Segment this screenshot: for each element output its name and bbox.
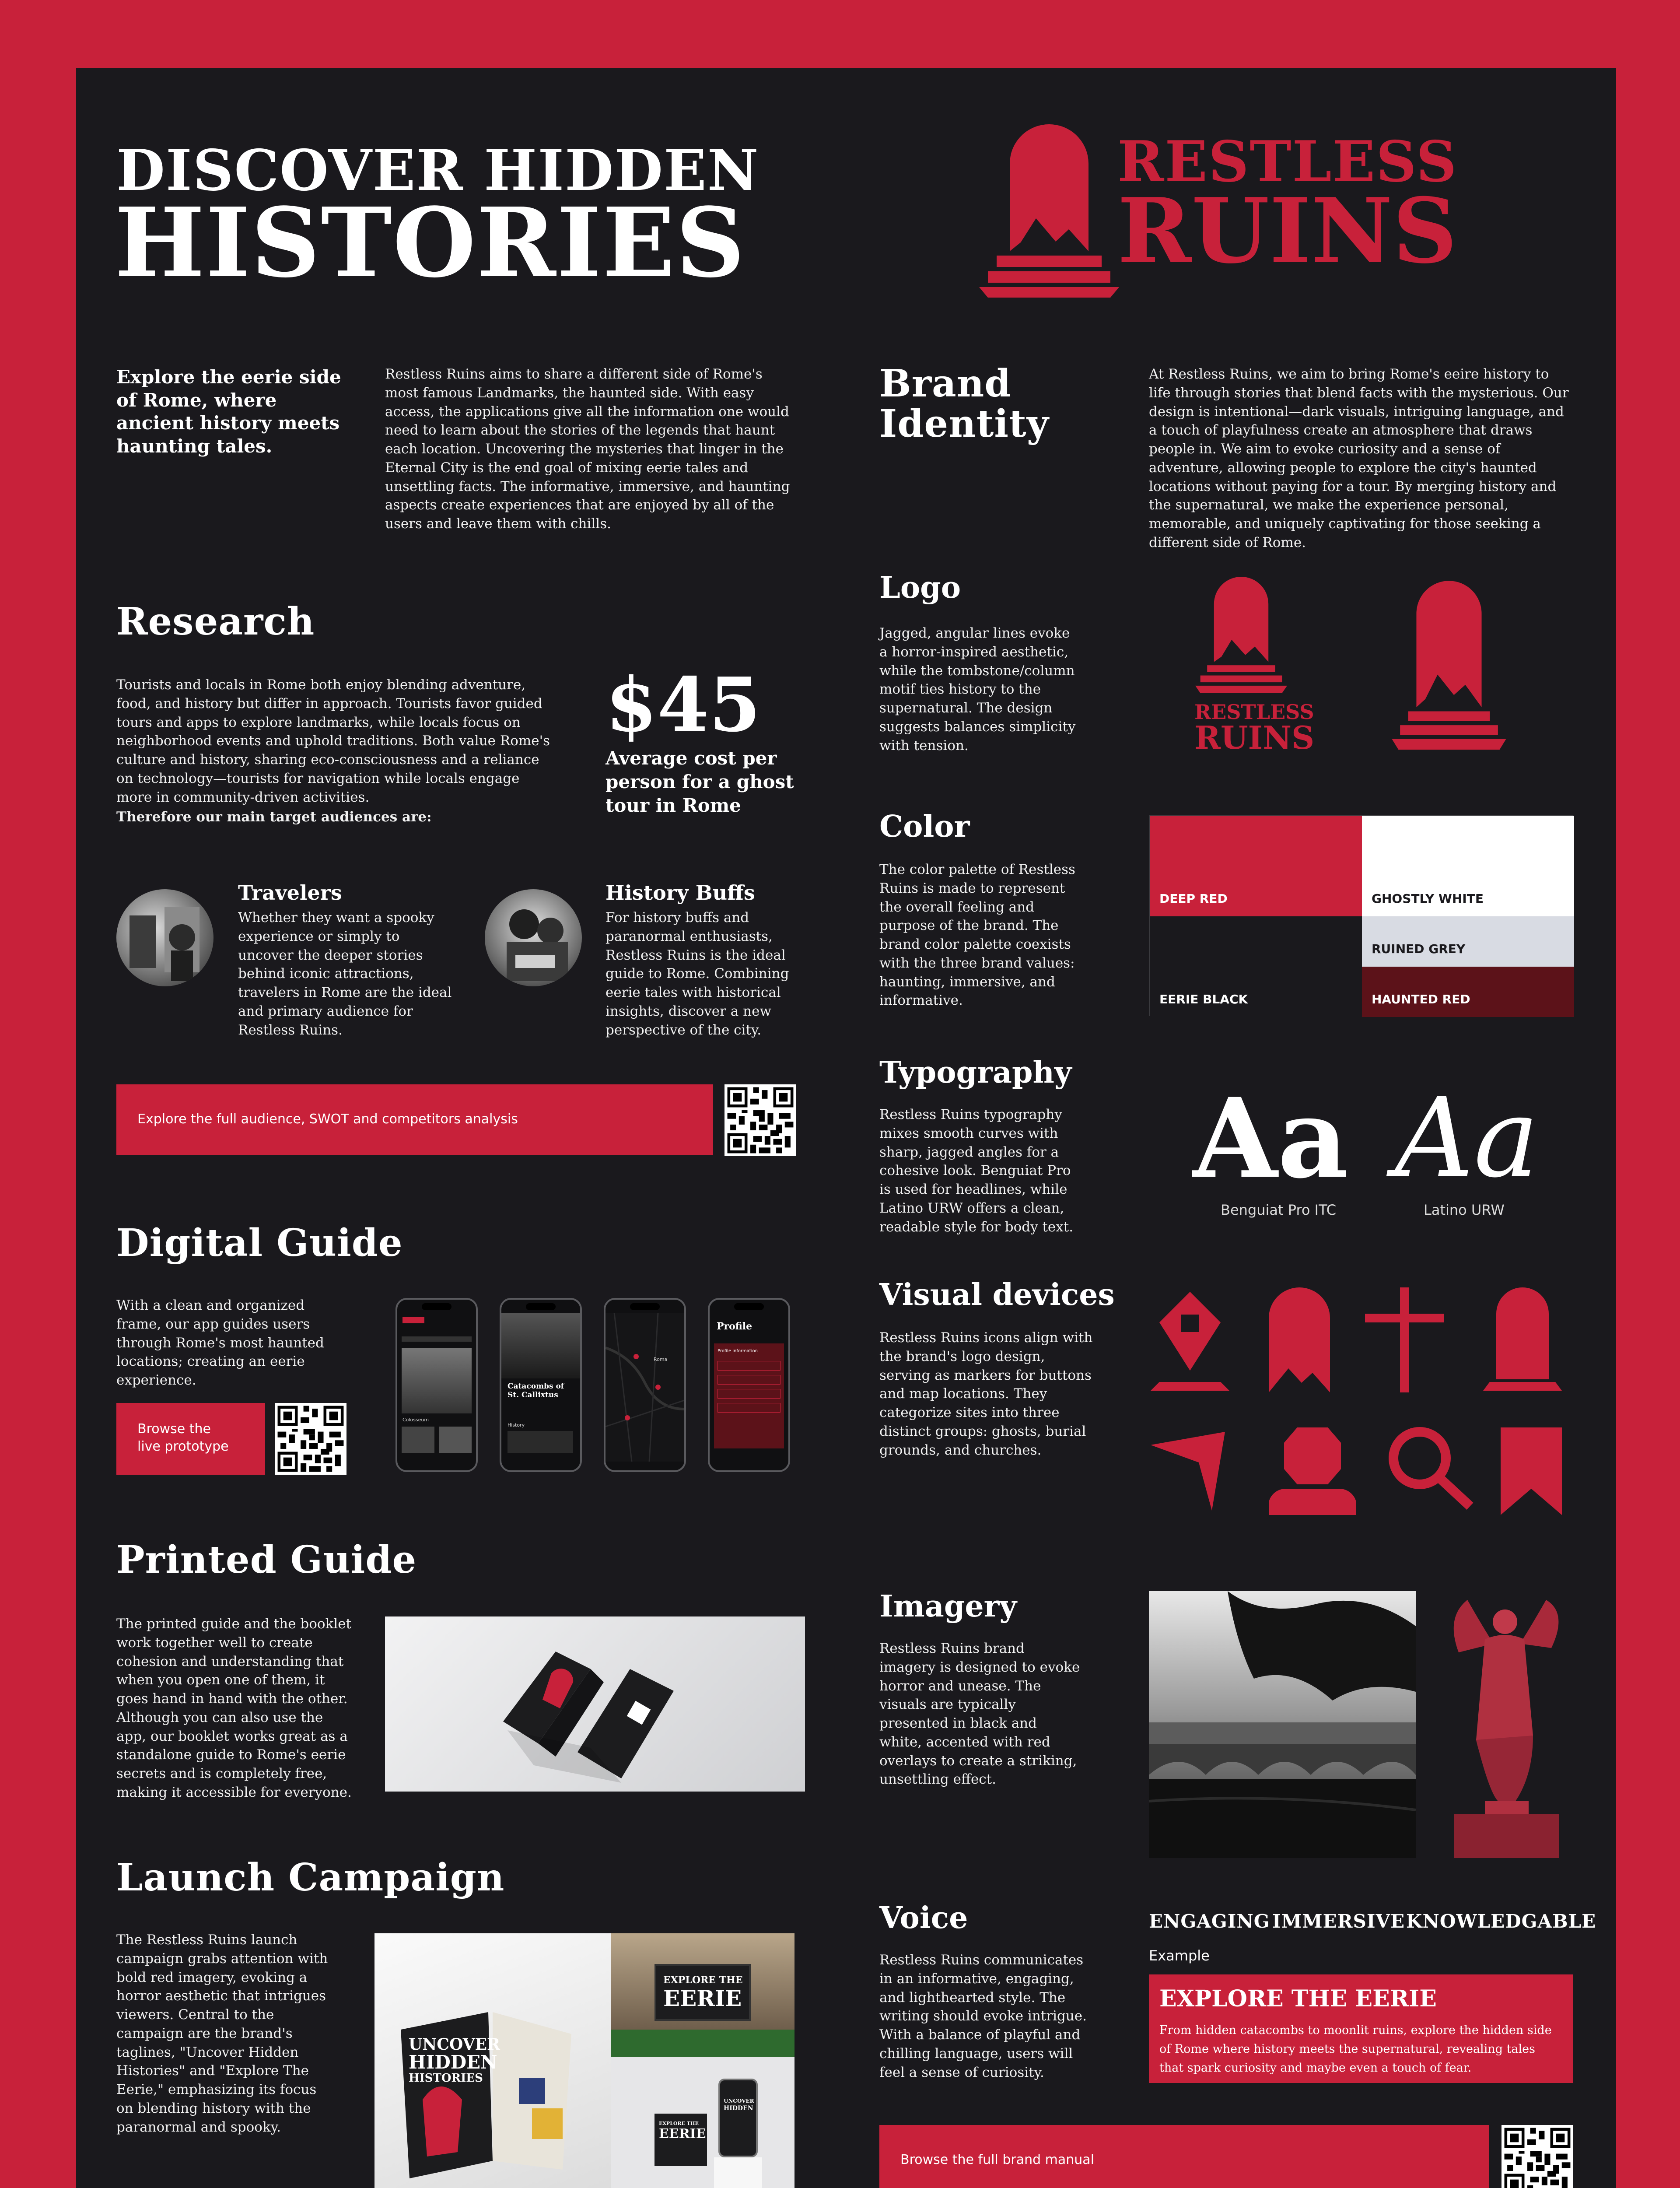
travelers-photo	[116, 889, 214, 986]
brand-identity-title-1: Brand	[879, 361, 1012, 406]
voice-example-text: From hidden catacombs to moonlit ruins, explore the hidden side of Rome where history meets the supernatural, revealing tales that spark curiosity and maybe even a touch of fear.	[1159, 2023, 1552, 2075]
imagery-bridge-photo	[1149, 1591, 1416, 1858]
phone-map-label: Roma	[654, 1357, 668, 1362]
poster-phone-mockup	[611, 2057, 794, 2188]
brand-identity-title-2: Identity	[879, 402, 1049, 446]
digital-guide-text: With a clean and organized frame, our app guides users through Rome's most haunted locations; creating an eerie experience.	[116, 1297, 324, 1389]
swatch-eerie-black	[1150, 916, 1362, 1017]
search-icon	[1382, 1423, 1479, 1519]
research-emphasis: Therefore our main target audiences are:	[116, 809, 432, 825]
prototype-qr-code[interactable]	[275, 1403, 346, 1475]
color-text: The color palette of Restless Ruins is made to represent the overall feeling and purpose of the brand. The brand color palette coexists with the three brand values: haunting, immersive, and informative.	[879, 862, 1075, 1009]
logo-icon-standalone	[1383, 577, 1515, 756]
map-pin-icon	[1146, 1283, 1234, 1397]
logo-stacked-icon	[1186, 577, 1296, 699]
swatch-label: DEEP RED	[1159, 891, 1228, 906]
voice-value-immersive: IMMERSIVE	[1272, 1911, 1405, 1932]
voice-title: Voice	[879, 1900, 968, 1936]
brand-manual-cta-button[interactable]	[879, 2125, 1489, 2188]
printed-guide-mockup-image	[385, 1616, 805, 1792]
color-palette	[1149, 815, 1573, 1016]
phone-location-title: Catacombs of St. Callixtus	[508, 1382, 564, 1400]
brand-manual-qr-code[interactable]	[1502, 2125, 1573, 2188]
bookmark-icon	[1496, 1423, 1566, 1519]
swatch-label: HAUNTED RED	[1372, 992, 1470, 1006]
typography-text: Restless Ruins typography mixes smooth curves with sharp, jagged angles for a cohesive look. Benguiat Pro is used for headlines, while Latino URW offers a clean, readable style for body text.	[879, 1107, 1074, 1235]
prototype-cta-line-1: Browse the	[137, 1421, 211, 1437]
logo-section-text: Jagged, angular lines evoke a horror-inspired aesthetic, while the tombstone/column motif ties history to the supernatural. The design suggests balances simplicity with tension.	[879, 625, 1076, 754]
phone-ad-line-1: UNCOVER	[724, 2098, 754, 2104]
logo-wordmark-line-1: RESTLESS	[1117, 129, 1458, 195]
logo-section-title: Logo	[879, 570, 961, 605]
logo-wordmark-line-2: RUINS	[1117, 179, 1457, 284]
intro-tagline: Explore the eerie side of Rome, where ancient history meets haunting tales.	[116, 366, 341, 457]
poster-panel	[76, 68, 1616, 2188]
research-qr-code[interactable]	[724, 1084, 796, 1156]
poster-line-2: EERIE	[659, 2126, 706, 2142]
phone-mockup-location	[500, 1298, 582, 1472]
logo-small-wordmark-2: RUINS	[1194, 719, 1315, 756]
visual-devices-text: Restless Ruins icons align with the brand's logo design, serving as markers for buttons and map locations. They categorize sites into three distinct groups: ghosts, burial grounds, and churches.	[879, 1330, 1093, 1458]
magazine-mockup	[374, 1933, 611, 2188]
visual-devices-title: Visual devices	[879, 1277, 1115, 1312]
voice-example-card	[1149, 1974, 1573, 2083]
launch-campaign-title: Launch Campaign	[116, 1855, 505, 1900]
phone-caption: Colosseum	[402, 1417, 429, 1423]
voice-example-label: Example	[1149, 1947, 1210, 1964]
swatch-ghostly-white	[1362, 816, 1574, 916]
brand-manual-cta-label: Browse the full brand manual	[900, 2152, 1095, 2167]
swatch-deep-red	[1150, 816, 1362, 916]
launch-campaign-collage	[374, 1933, 794, 2188]
billboard-sign	[654, 1964, 751, 2021]
hero-line-2: HISTORIES	[115, 187, 746, 299]
bookmark-tombstone-icon	[1260, 1283, 1339, 1397]
intro-text: Restless Ruins aims to share a different side of Rome's most famous Landmarks, the haunted side. With easy access, the applications give all the information one would need to learn about the stories of the legends that haunt each location. Uncovering the mysteries that linger in the Eternal City is the end goal of mixing eerie tales and unsettling facts. The informative, immersive, and haunting aspects create experiences that are enjoyed by all of the users and leave them with chills.	[385, 366, 790, 532]
typography-title: Typography	[879, 1055, 1072, 1090]
imagery-statue-photo	[1437, 1591, 1573, 1858]
phone-mockup-map	[604, 1298, 686, 1472]
swatch-label: EERIE BLACK	[1159, 992, 1248, 1006]
launch-campaign-text: The Restless Ruins launch campaign grabs attention with bold red imagery, evoking a horror aesthetic that intrigues viewers. Central to the campaign are the brand's taglines, "Uncover Hidden Histories" and "Explore The Eerie," emphasizing its focus on blending history with the paranormal and spooky.	[116, 1932, 328, 2135]
tombstone-icon	[979, 124, 1119, 299]
phone-profile-title: Profile	[717, 1321, 752, 1332]
digital-guide-title: Digital Guide	[116, 1221, 403, 1265]
magazine-title-3: HISTORIES	[409, 2072, 483, 2085]
billboard-photo	[611, 1933, 794, 2057]
research-text: Tourists and locals in Rome both enjoy blending adventure, food, and history but differ in approach. Tourists favor guided tours and apps to explore landmarks, while locals focus on neighborhood events and uphold traditions. Both value Rome's culture and history, sharing eco-consciousness and a reliance on technology—tourists for navigation while locals engage more in community-driven activities.	[116, 677, 550, 805]
color-title: Color	[879, 809, 970, 844]
type-name-latino: Latino URW	[1424, 1202, 1505, 1218]
swatch-label: RUINED GREY	[1372, 942, 1466, 956]
phone-ad-line-2: HIDDEN	[724, 2105, 753, 2112]
icon-set	[1146, 1283, 1575, 1528]
audience-title-travelers: Travelers	[238, 881, 342, 905]
audience-title-history-buffs: History Buffs	[606, 881, 755, 905]
voice-example-title: EXPLORE THE EERIE	[1159, 1985, 1437, 2012]
imagery-text: Restless Ruins brand imagery is designed to evoke horror and unease. The visuals are typically presented in black and white, accented with red overlays to create a striking, unsettling effect.	[879, 1641, 1080, 1788]
voice-value-engaging: ENGAGING	[1149, 1911, 1270, 1932]
magazine-title-1: UNCOVER	[409, 2035, 500, 2054]
audience-text-travelers: Whether they want a spooky experience or simply to uncover the deeper stories behind iconic attractions, travelers in Rome are the ideal and primary audience for Restless Ruins.	[238, 910, 452, 1038]
brand-identity-text: At Restless Ruins, we aim to bring Rome's eeire history to life through stories that blend facts with the mysterious. Our design is intentional—dark visuals, intriguing language, and a touch of playfulness create an atmosphere that draws people in. We aim to evoke curiosity and a sense of adventure, allowing people to explore the city's haunted locations without paying for a tour. By merging history and the supernatural, we make the experience personal, memorable, and uniquely captivating for those seeking a different side of Rome.	[1149, 366, 1569, 551]
stat-value: $45	[606, 661, 761, 749]
swatch-haunted-red	[1362, 967, 1574, 1017]
hero-line-1: DISCOVER HIDDEN	[116, 138, 760, 203]
research-cta-label: Explore the full audience, SWOT and competitors analysis	[137, 1112, 518, 1127]
magazine-title-2: HIDDEN	[409, 2051, 497, 2073]
phone-location-sub: History	[508, 1422, 525, 1428]
research-cta-button[interactable]	[116, 1084, 713, 1155]
type-name-benguiat: Benguiat Pro ITC	[1221, 1202, 1337, 1218]
cross-icon	[1361, 1283, 1448, 1397]
poster-line-1: EXPLORE THE	[659, 2121, 699, 2126]
prototype-cta-button[interactable]	[116, 1403, 265, 1475]
printed-guide-text: The printed guide and the booklet work together well to create cohesion and understanding that when you open one of them, it goes hand in hand with the other. Although you can also use the app, our booklet works great as a standalone guide to Rome's eerie secrets and is completely free, making it accessible for everyone.	[116, 1616, 352, 1800]
imagery-title: Imagery	[879, 1589, 1017, 1624]
swatch-ruined-grey	[1362, 916, 1574, 967]
prototype-cta-line-2: live prototype	[137, 1439, 229, 1454]
phone-mockup-profile	[708, 1298, 790, 1472]
type-sample-latino: Aa	[1395, 1074, 1539, 1202]
user-icon	[1260, 1423, 1365, 1519]
voice-value-knowledgable: KNOWLEDGABLE	[1406, 1911, 1596, 1932]
billboard-line-2: EERIE	[663, 1985, 742, 2011]
tombstone-icon	[1479, 1283, 1566, 1397]
stat-label: Average cost per person for a ghost tour in Rome	[606, 747, 794, 816]
audience-text-history-buffs: For history buffs and paranormal enthusiasts, Restless Ruins is the ideal guide to Rome. Combining eerie tales with historical insights, discover a new perspective of the city.	[606, 910, 789, 1038]
billboard-line-1: EXPLORE THE	[663, 1974, 743, 1986]
navigation-arrow-icon	[1146, 1423, 1234, 1519]
research-title: Research	[116, 600, 315, 644]
type-sample-benguiat: Aa	[1193, 1074, 1348, 1203]
voice-text: Restless Ruins communicates in an informative, engaging, and lighthearted style. The writing should evoke intrigue. With a balance of playful and chilling language, users will feel a sense of curiosity.	[879, 1952, 1087, 2080]
swatch-label: GHOSTLY WHITE	[1372, 891, 1484, 906]
printed-guide-title: Printed Guide	[116, 1538, 417, 1582]
phone-profile-sub: Profile information	[718, 1349, 758, 1353]
history-buffs-photo	[485, 889, 582, 986]
phone-mockup-home	[396, 1298, 478, 1472]
logo-small-wordmark-1: RESTLESS	[1194, 700, 1314, 724]
